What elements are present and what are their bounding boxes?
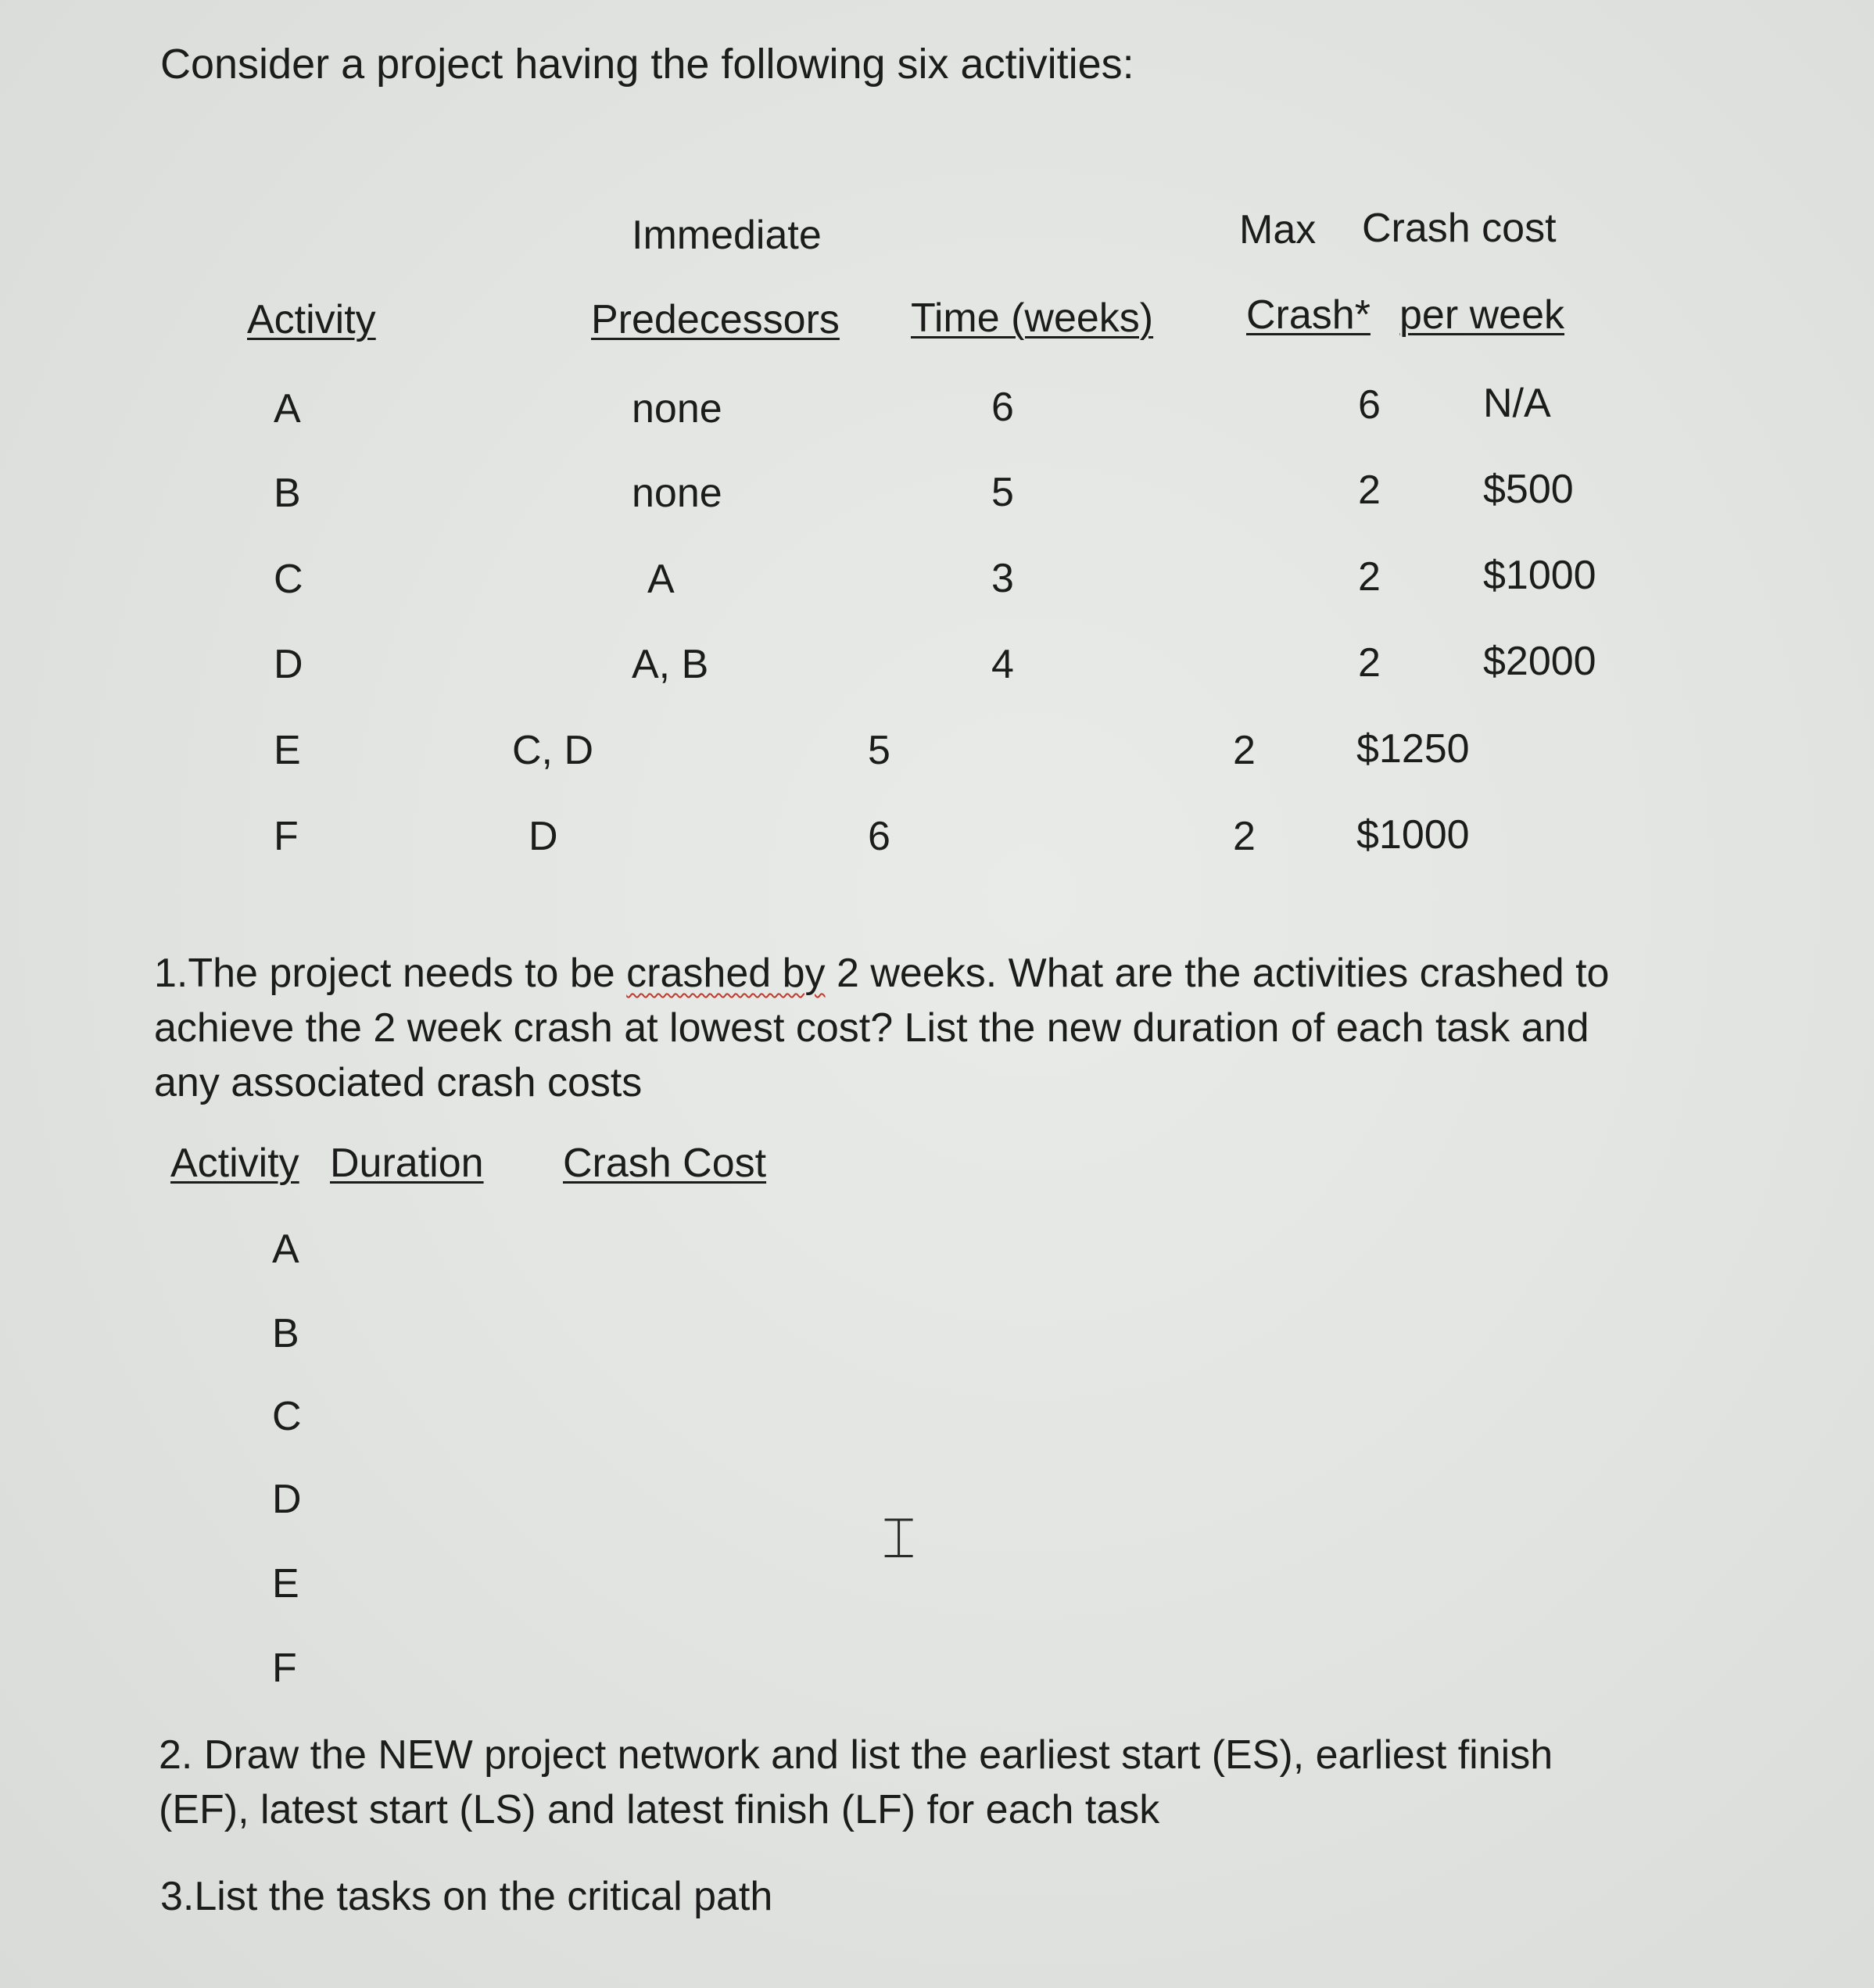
cell-time: 4 bbox=[991, 642, 1014, 687]
cell-crash-cost: $2000 bbox=[1483, 639, 1596, 684]
answer-row-activity: D bbox=[272, 1477, 302, 1522]
header-top-crash-cost: Crash cost bbox=[1362, 206, 1557, 251]
header-crash-cost: per week bbox=[1399, 292, 1564, 338]
answer-header-crash-cost: Crash Cost bbox=[563, 1141, 767, 1186]
cell-activity: E bbox=[274, 728, 301, 773]
cell-activity: C bbox=[274, 557, 303, 602]
header-activity: Activity bbox=[247, 297, 376, 342]
answer-row-activity: A bbox=[272, 1227, 299, 1272]
cell-predecessors: none bbox=[632, 386, 722, 432]
header-top-predecessors: Immediate bbox=[632, 213, 822, 258]
cell-crash-cost: $1250 bbox=[1356, 726, 1470, 772]
header-predecessors: Predecessors bbox=[591, 297, 840, 342]
cell-max-crash: 6 bbox=[1358, 382, 1381, 428]
cell-activity: D bbox=[274, 642, 303, 687]
cell-max-crash: 2 bbox=[1358, 554, 1381, 600]
cell-crash-cost: N/A bbox=[1483, 381, 1551, 426]
cell-max-crash: 2 bbox=[1358, 467, 1381, 513]
question-1 bbox=[154, 946, 1624, 1110]
cell-predecessors: C, D bbox=[512, 728, 593, 773]
header-top-max-crash: Max bbox=[1239, 207, 1317, 253]
spellcheck-marked-text: crashed by bbox=[626, 951, 826, 996]
answer-row-activity: F bbox=[272, 1646, 297, 1691]
cell-time: 5 bbox=[868, 728, 890, 773]
cell-predecessors: D bbox=[529, 814, 558, 859]
cell-max-crash: 2 bbox=[1358, 640, 1381, 686]
answer-row-activity: B bbox=[272, 1311, 299, 1356]
cell-activity: B bbox=[274, 471, 301, 516]
question-1-prefix: 1.The project needs to be bbox=[154, 951, 627, 996]
cell-crash-cost: $1000 bbox=[1356, 812, 1470, 858]
question-1-suffix: 2 weeks. What are the activities crashed to achieve the 2 week crash at lowest cost? List the new duration of each task and any associated crash costs bbox=[154, 951, 1610, 1105]
cell-time: 5 bbox=[991, 470, 1014, 515]
cell-activity: F bbox=[274, 814, 299, 859]
header-max-crash: Crash* bbox=[1246, 292, 1371, 338]
answer-row-activity: E bbox=[272, 1561, 299, 1607]
cell-activity: A bbox=[274, 386, 301, 432]
answer-row-activity: C bbox=[272, 1394, 302, 1439]
cell-predecessors: A, B bbox=[632, 642, 709, 687]
question-2: 2. Draw the NEW project network and list the earliest start (ES), earliest finish (EF), latest start (LS) and latest finish (LF) for each task bbox=[159, 1732, 1553, 1832]
text-cursor-icon: ⌶ bbox=[882, 1505, 916, 1571]
cell-max-crash: 2 bbox=[1233, 728, 1256, 773]
header-time: Time (weeks) bbox=[911, 296, 1154, 341]
answer-header-duration: Duration bbox=[330, 1141, 484, 1186]
question-3: 3.List the tasks on the critical path bbox=[160, 1874, 773, 1919]
cell-crash-cost: $1000 bbox=[1483, 553, 1596, 598]
cell-crash-cost: $500 bbox=[1483, 467, 1574, 512]
cell-predecessors: none bbox=[632, 471, 722, 516]
cell-time: 6 bbox=[868, 814, 890, 859]
cell-predecessors: A bbox=[647, 557, 675, 602]
answer-header-activity: Activity bbox=[170, 1141, 299, 1186]
cell-time: 3 bbox=[991, 556, 1014, 601]
cell-max-crash: 2 bbox=[1233, 814, 1256, 859]
cell-time: 6 bbox=[991, 385, 1014, 430]
page-title: Consider a project having the following six activities: bbox=[160, 41, 1134, 88]
